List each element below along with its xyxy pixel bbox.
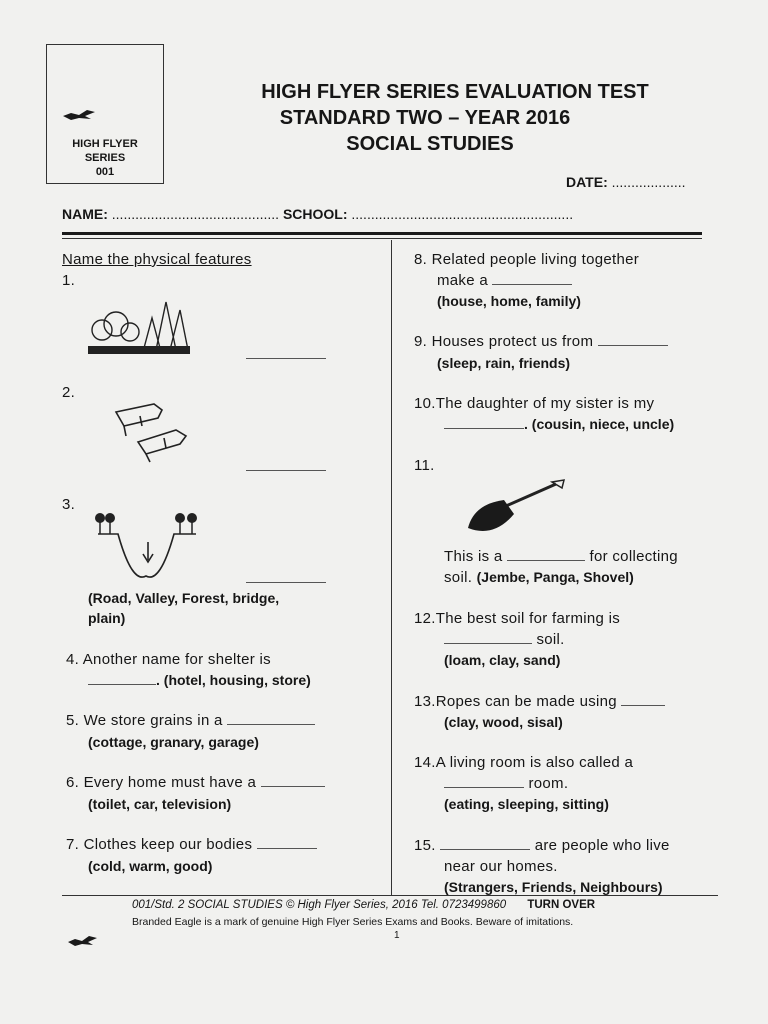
forest-picture-icon <box>86 288 190 358</box>
q7-options: (cold, warm, good) <box>88 858 213 874</box>
q11-text1: This is a <box>444 548 503 565</box>
footer-info: 001/Std. 2 SOCIAL STUDIES © High Flyer Series, 2016 Tel. 0723499860 <box>132 899 507 911</box>
q10-answer-line[interactable] <box>444 427 524 429</box>
valley-picture-icon <box>88 508 212 584</box>
date-label: DATE: <box>566 174 608 190</box>
q15-options: (Strangers, Friends, Neighbours) <box>444 879 663 895</box>
q12-answer-line[interactable] <box>444 642 532 644</box>
q14-text: 14.A living room is also called a <box>414 754 634 771</box>
q9-row <box>414 331 668 352</box>
q9-answer-line[interactable] <box>598 344 668 346</box>
q14-options: (eating, sleeping, sitting) <box>444 796 609 812</box>
q4-answer-line[interactable] <box>88 683 156 685</box>
q5-options: (cottage, granary, garage) <box>88 734 259 750</box>
q3-number: 3. <box>62 496 76 513</box>
logo-code: 001 <box>95 166 115 178</box>
q14-text2: room. <box>528 775 569 792</box>
test-title: HIGH FLYER SERIES EVALUATION TEST <box>261 81 649 103</box>
header-rule-thin <box>62 238 702 239</box>
q12-text2: soil. <box>536 631 565 648</box>
q12-row2 <box>444 629 565 650</box>
q11-text1b: for collecting <box>589 548 678 565</box>
q8-options: (house, home, family) <box>437 293 581 309</box>
q7-answer-line[interactable] <box>257 847 317 849</box>
q15-number: 15. <box>414 837 436 854</box>
name-label: NAME: <box>62 206 108 222</box>
standard-title: STANDARD TWO – YEAR 2016 <box>279 107 571 129</box>
name-school-row <box>62 206 573 222</box>
q4-text: 4. Another name for shelter is <box>66 651 271 668</box>
q6-row <box>66 772 325 793</box>
q6-text: 6. Every home must have a <box>66 774 257 791</box>
q13-options: (clay, wood, sisal) <box>444 714 563 730</box>
q6-options: (toilet, car, television) <box>88 796 232 812</box>
q13-answer-line[interactable] <box>621 704 665 706</box>
bridge-picture-icon <box>110 396 194 466</box>
q7-row <box>66 834 317 855</box>
q15-text2: near our homes. <box>444 858 558 875</box>
q11-text2: soil. <box>444 569 473 586</box>
q6-answer-line[interactable] <box>261 785 325 787</box>
q7-text: 7. Clothes keep our bodies <box>66 836 253 853</box>
logo-line2: SERIES <box>84 152 126 164</box>
shovel-picture-icon <box>464 478 572 540</box>
q14-answer-line[interactable] <box>444 786 524 788</box>
q10-row2 <box>444 414 674 434</box>
q3-answer-line[interactable] <box>246 581 326 583</box>
q13-row <box>414 691 665 712</box>
q15-text1: are people who live <box>534 837 670 854</box>
footer-line1 <box>132 899 595 911</box>
q15-row1 <box>414 835 670 856</box>
q5-text: 5. We store grains in a <box>66 712 223 729</box>
q2-number: 2. <box>62 384 76 401</box>
date-row <box>566 174 686 190</box>
q4-row2 <box>88 670 311 690</box>
eagle-mark-icon <box>66 934 102 948</box>
turn-over-label: TURN OVER <box>527 899 596 911</box>
section-heading: Name the physical features <box>62 251 252 268</box>
q2-answer-line[interactable] <box>246 469 326 471</box>
q12-options: (loam, clay, sand) <box>444 652 561 668</box>
q9-text: 9. Houses protect us from <box>414 333 594 350</box>
q15-answer-line[interactable] <box>440 848 530 850</box>
q10-options: . (cousin, niece, uncle) <box>524 416 675 432</box>
q1-answer-line[interactable] <box>246 357 326 359</box>
q1-number: 1. <box>62 272 76 289</box>
q8-row2 <box>437 270 572 291</box>
q13-text: 13.Ropes can be made using <box>414 693 617 710</box>
q3-options-line2: plain) <box>88 610 126 626</box>
q10-text: 10.The daughter of my sister is my <box>414 395 655 412</box>
q11-options: (Jembe, Panga, Shovel) <box>476 569 634 585</box>
name-field: ........................................... <box>111 206 280 222</box>
q11-row2 <box>444 567 634 588</box>
q8-text2: make a <box>437 272 488 289</box>
q12-text: 12.The best soil for farming is <box>414 610 621 627</box>
q11-row1 <box>444 546 678 567</box>
subject-title: SOCIAL STUDIES <box>346 133 514 155</box>
date-field: ................... <box>611 174 686 190</box>
q4-options: . (hotel, housing, store) <box>156 672 311 688</box>
q14-row2 <box>444 773 568 794</box>
school-label: SCHOOL: <box>282 206 348 222</box>
q5-answer-line[interactable] <box>227 723 315 725</box>
eagle-logo-icon <box>61 107 101 123</box>
q5-row <box>66 710 315 731</box>
q11-number: 11. <box>414 457 435 474</box>
footer-disclaimer: Branded Eagle is a mark of genuine High Flyer Series Exams and Books. Beware of imitations. <box>132 916 574 928</box>
q9-options: (sleep, rain, friends) <box>437 355 571 371</box>
header-rule-thick <box>62 232 702 235</box>
logo-box <box>46 44 164 184</box>
q3-options-line1: (Road, Valley, Forest, bridge, <box>88 590 280 606</box>
q8-answer-line[interactable] <box>492 283 572 285</box>
school-field: ......................................................... <box>351 206 574 222</box>
column-divider <box>391 240 392 895</box>
q11-answer-line[interactable] <box>507 559 585 561</box>
page-number: 1 <box>394 930 400 941</box>
footer-rule <box>62 895 718 896</box>
logo-line1: HIGH FLYER <box>72 138 138 150</box>
q8-text: 8. Related people living together <box>414 251 640 268</box>
